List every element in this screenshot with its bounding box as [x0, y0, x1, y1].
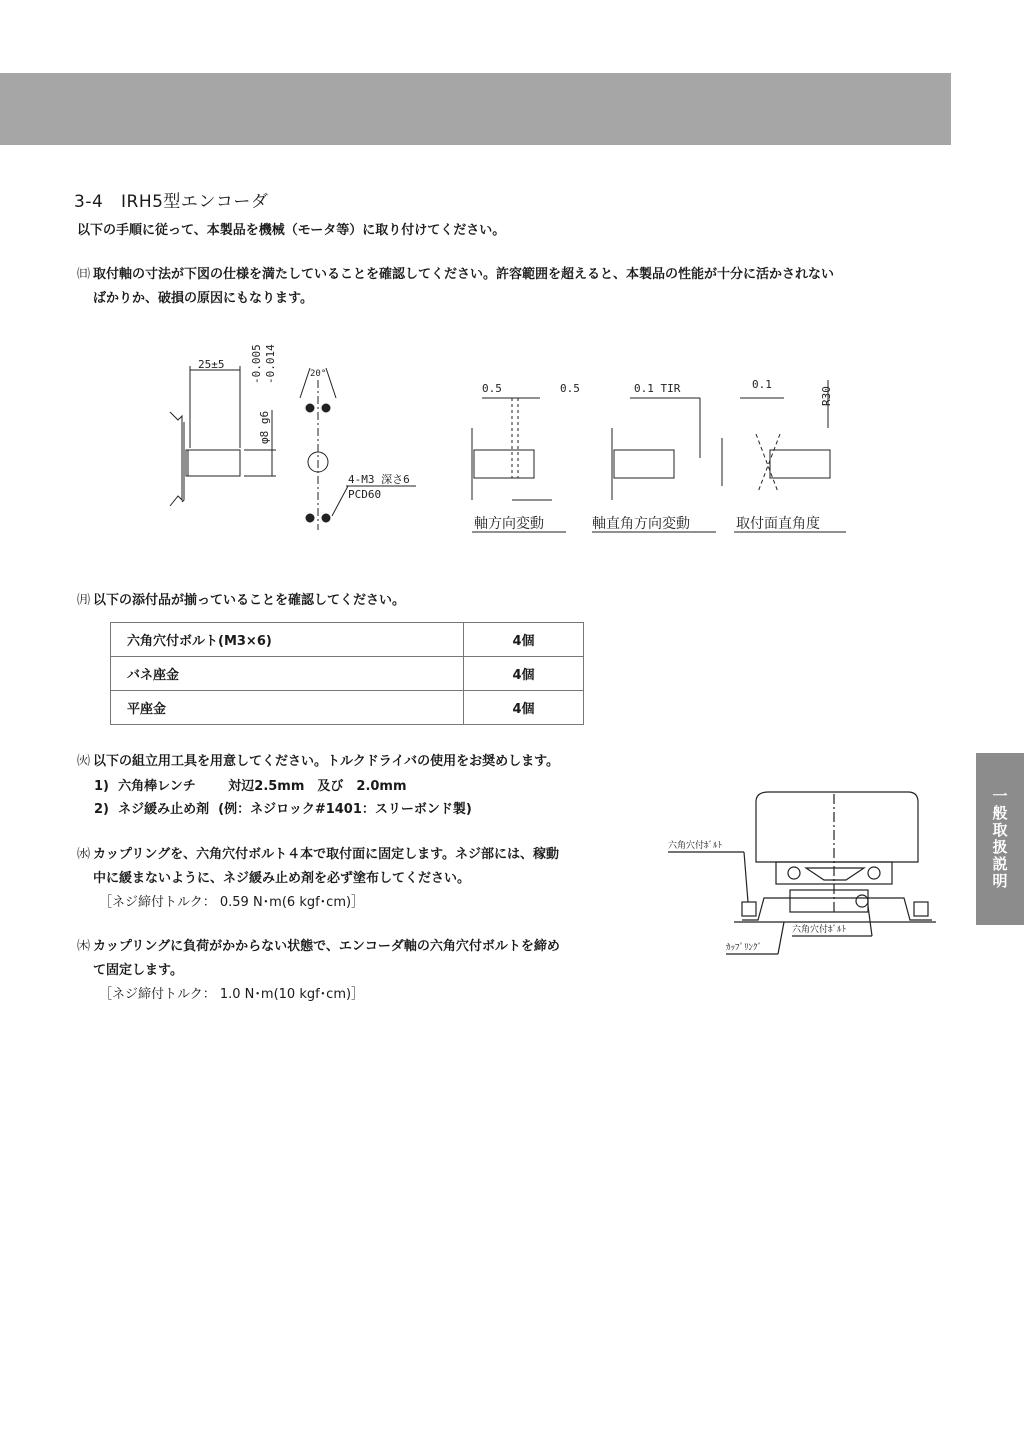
dim-tol: -0.005	[250, 344, 263, 384]
dim-tol2: -0.014	[264, 344, 277, 384]
dim-length: 25±5	[198, 358, 225, 371]
step-4-mark: ㈬	[77, 847, 91, 862]
step-2	[77, 589, 947, 613]
step-4-line1: カップリングを、六角穴付ボルト４本で取付面に固定します。ネジ部には、稼動	[93, 847, 560, 862]
perp-val: 0.1	[752, 378, 772, 391]
header-band	[0, 73, 951, 145]
table-row	[111, 657, 584, 691]
part-qty: 4個	[464, 623, 584, 657]
pcd-spec: PCD60	[348, 488, 382, 501]
step-2-mark: ㈪	[77, 593, 91, 608]
step-4	[77, 843, 637, 915]
step-4-torque: ［ネジ締付トルク： 0.59 N･m(6 kgf･cm)］	[99, 895, 365, 910]
step-3	[77, 750, 947, 774]
table-row	[111, 623, 584, 657]
tool-1	[94, 775, 407, 798]
axial-val1: 0.5	[482, 382, 502, 395]
axial-val2: 0.5	[560, 382, 580, 395]
side-tab[interactable]: 一般取扱説明	[976, 753, 1024, 925]
coupling-label: ｶｯﾌﾟﾘﾝｸﾞ	[726, 943, 763, 953]
section-heading	[74, 187, 268, 212]
part-name: 六角穴付ボルト(M3×6)	[111, 623, 464, 657]
part-name: 平座金	[111, 691, 464, 725]
step-5-mark: ㈭	[77, 939, 91, 954]
label-axial: 軸方向変動	[474, 516, 544, 532]
bolt-label-1: 六角穴付ﾎﾞﾙﾄ	[668, 841, 723, 851]
step-2-line1: 以下の添付品が揃っていることを確認してください。	[93, 593, 406, 608]
tool-num: 1)	[94, 779, 109, 794]
step-1-line1: 取付軸の寸法が下図の仕様を満たしていることを確認してください。許容範囲を超えると、本製品の性能が十分に活かされない	[93, 267, 835, 282]
step-3-mark: ㈫	[77, 754, 91, 769]
intro-text: 以下の手順に従って、本製品を機械（モータ等）に取り付けてください。	[77, 223, 506, 238]
tir-val: 0.1 TIR	[634, 382, 681, 395]
step-5	[77, 935, 637, 1007]
step-1-mark: ㈰	[77, 267, 91, 282]
step-1-line2: ばかりか、破損の原因にもなります。	[93, 291, 313, 306]
tool-spec: (例：ネジロック#1401：スリーボンド製)	[218, 802, 472, 817]
tool-spec: 対辺2.5mm 及び 2.0mm	[228, 779, 407, 794]
shaft-spec-drawing	[160, 340, 860, 540]
part-name: バネ座金	[111, 657, 464, 691]
step-5-line2: て固定します。	[93, 963, 183, 978]
tool-num: 2)	[94, 802, 109, 817]
dim-dia: φ8 g6	[258, 410, 271, 444]
step-5-torque: ［ネジ締付トルク： 1.0 N･m(10 kgf･cm)］	[99, 987, 365, 1002]
step-5-line1: カップリングに負荷がかからない状態で、エンコーダ軸の六角穴付ボルトを締め	[93, 939, 560, 954]
table-row	[111, 691, 584, 725]
step-1	[77, 263, 947, 311]
screw-spec: 4-M3 深さ6	[348, 473, 410, 486]
step-3-line1: 以下の組立用工具を用意してください。トルクドライバの使用をお奨めします。	[93, 754, 560, 769]
radius-val: R30	[820, 386, 833, 406]
label-perp: 取付面直角度	[736, 516, 820, 532]
part-qty: 4個	[464, 691, 584, 725]
parts-table	[110, 622, 584, 725]
coupling-assembly-drawing	[660, 780, 950, 960]
step-4-line2: 中に緩まないように、ネジ緩み止め剤を必ず塗布してください。	[93, 871, 471, 886]
label-radial: 軸直角方向変動	[592, 516, 690, 532]
tool-name: 六角棒レンチ	[118, 779, 196, 794]
section-number: 3-4	[74, 192, 104, 212]
bolt-label-2: 六角穴付ﾎﾞﾙﾄ	[792, 925, 847, 935]
dim-angle: 20°	[310, 369, 327, 379]
part-qty: 4個	[464, 657, 584, 691]
tool-name: ネジ緩み止め剤	[118, 802, 210, 817]
tool-2	[94, 798, 472, 821]
section-title: IRH5型エンコーダ	[121, 192, 269, 212]
